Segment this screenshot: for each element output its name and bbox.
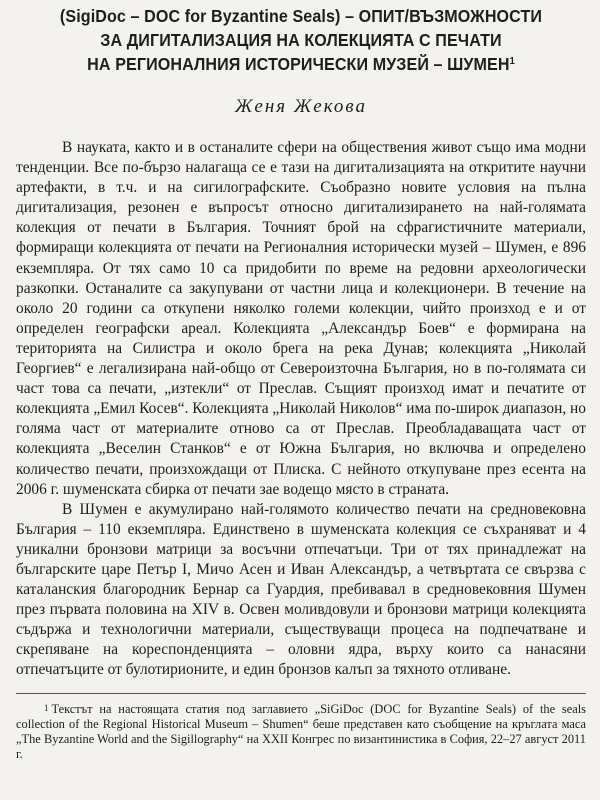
title-line-1: (SigiDoc – DOC for Byzantine Seals) – ОПИТ/ВЪЗМОЖНОСТИ (59, 6, 543, 26)
footnote-text: Текстът на настоящата статия под заглавието „SiGiDoc (DOC for Byzantine Seals) of the seals collection of the Regional Historical Museum – Shumen“ беше представен като съобщение на кръглата маса „The Byzantine World and the Sigillography“ на XXII Конгрес по византинистика в София, 22–27 август 2011 г. (16, 701, 586, 762)
title-line-3-text: НА РЕГИОНАЛНИЯ ИСТОРИЧЕСКИ МУЗЕЙ – ШУМЕН (87, 54, 510, 74)
article-title (16, 4, 586, 76)
author-name: Женя Жекова (235, 96, 367, 117)
title-line-2: ЗА ДИГИТАЛИЗАЦИЯ НА КОЛЕКЦИЯТА С ПЕЧАТИ (100, 30, 502, 50)
footnote-separator (16, 693, 586, 694)
paragraph-1: В науката, както и в останалите сфери на обществения живот също има модни тенденции. Все по-бързо налагаща се е тази на дигитализацията на откритите научни артефакти, в т.ч. и на сигилографските. Съобразно новите условия на пълна дигитализация, резонен е въпросът относно дигитализирането на най-голямата колекция от печати в България. Точният брой на сфрагистичните материали, формиращи колекцията от печати на Регионалния исторически музей – Шумен, е 896 екземпляра. От тях само 10 са придобити по време на редовни археологически разкопки. Останалите са закупувани от частни лица и колекционери. В течение на около 20 години са откупени няколко големи колекции, чийто произход е и от определен географски ареал. Колекцията „Александър Боев“ е формирана на територията на Силистра и около брега на река Дунав; колекцията „Николай Георгиев“ е легализирана най-общо от Североизточна България, но в по-голямата си част това са печати, „изтекли“ от Преслав. Същият произход имат и печатите от колекцията „Емил Косев“. Колекцията „Николай Николов“ има по-широк диапазон, но голяма част от материалите отново са от Преслав. Преобладаващата част от колекцията „Веселин Станков“ е от Южна България, но включва и определено количество печати, произхождащи от Плиска. С нейното откупуване през есента на 2006 г. шуменската сбирка от печати зае водещо място в страната. (16, 139, 586, 498)
footnote (16, 702, 586, 763)
footnote-marker: 1 (44, 702, 49, 713)
title-footnote-ref: 1 (509, 56, 515, 67)
article-body (16, 138, 586, 681)
paragraph-2: В Шумен е акумулирано най-голямото количество печати на средновековна България – 110 екземпляра. Единствено в шуменската колекция се съхраняват и 4 уникални бронзови матрици за восъчни отпечатъци. Три от тях принадлежат на българските царе Петър I, Мичо Асен и Иван Александър, а четвъртата се свързва с каталанския благородник Бернар са Гуардия, пребивавал в средновековния Шумен през първата половина на XIV в. Освен моливдовули и бронзови матрици колекцията съдържа и технологични материали, съществуващи процеса на подпечатване и скрепяване на кореспонденцията – оловни ядра, върху които са нанасяни отпечатъците от булотирионите, и един бронзов калъп за тяхното отливане. (16, 500, 586, 679)
title-line-3 (39, 52, 563, 76)
